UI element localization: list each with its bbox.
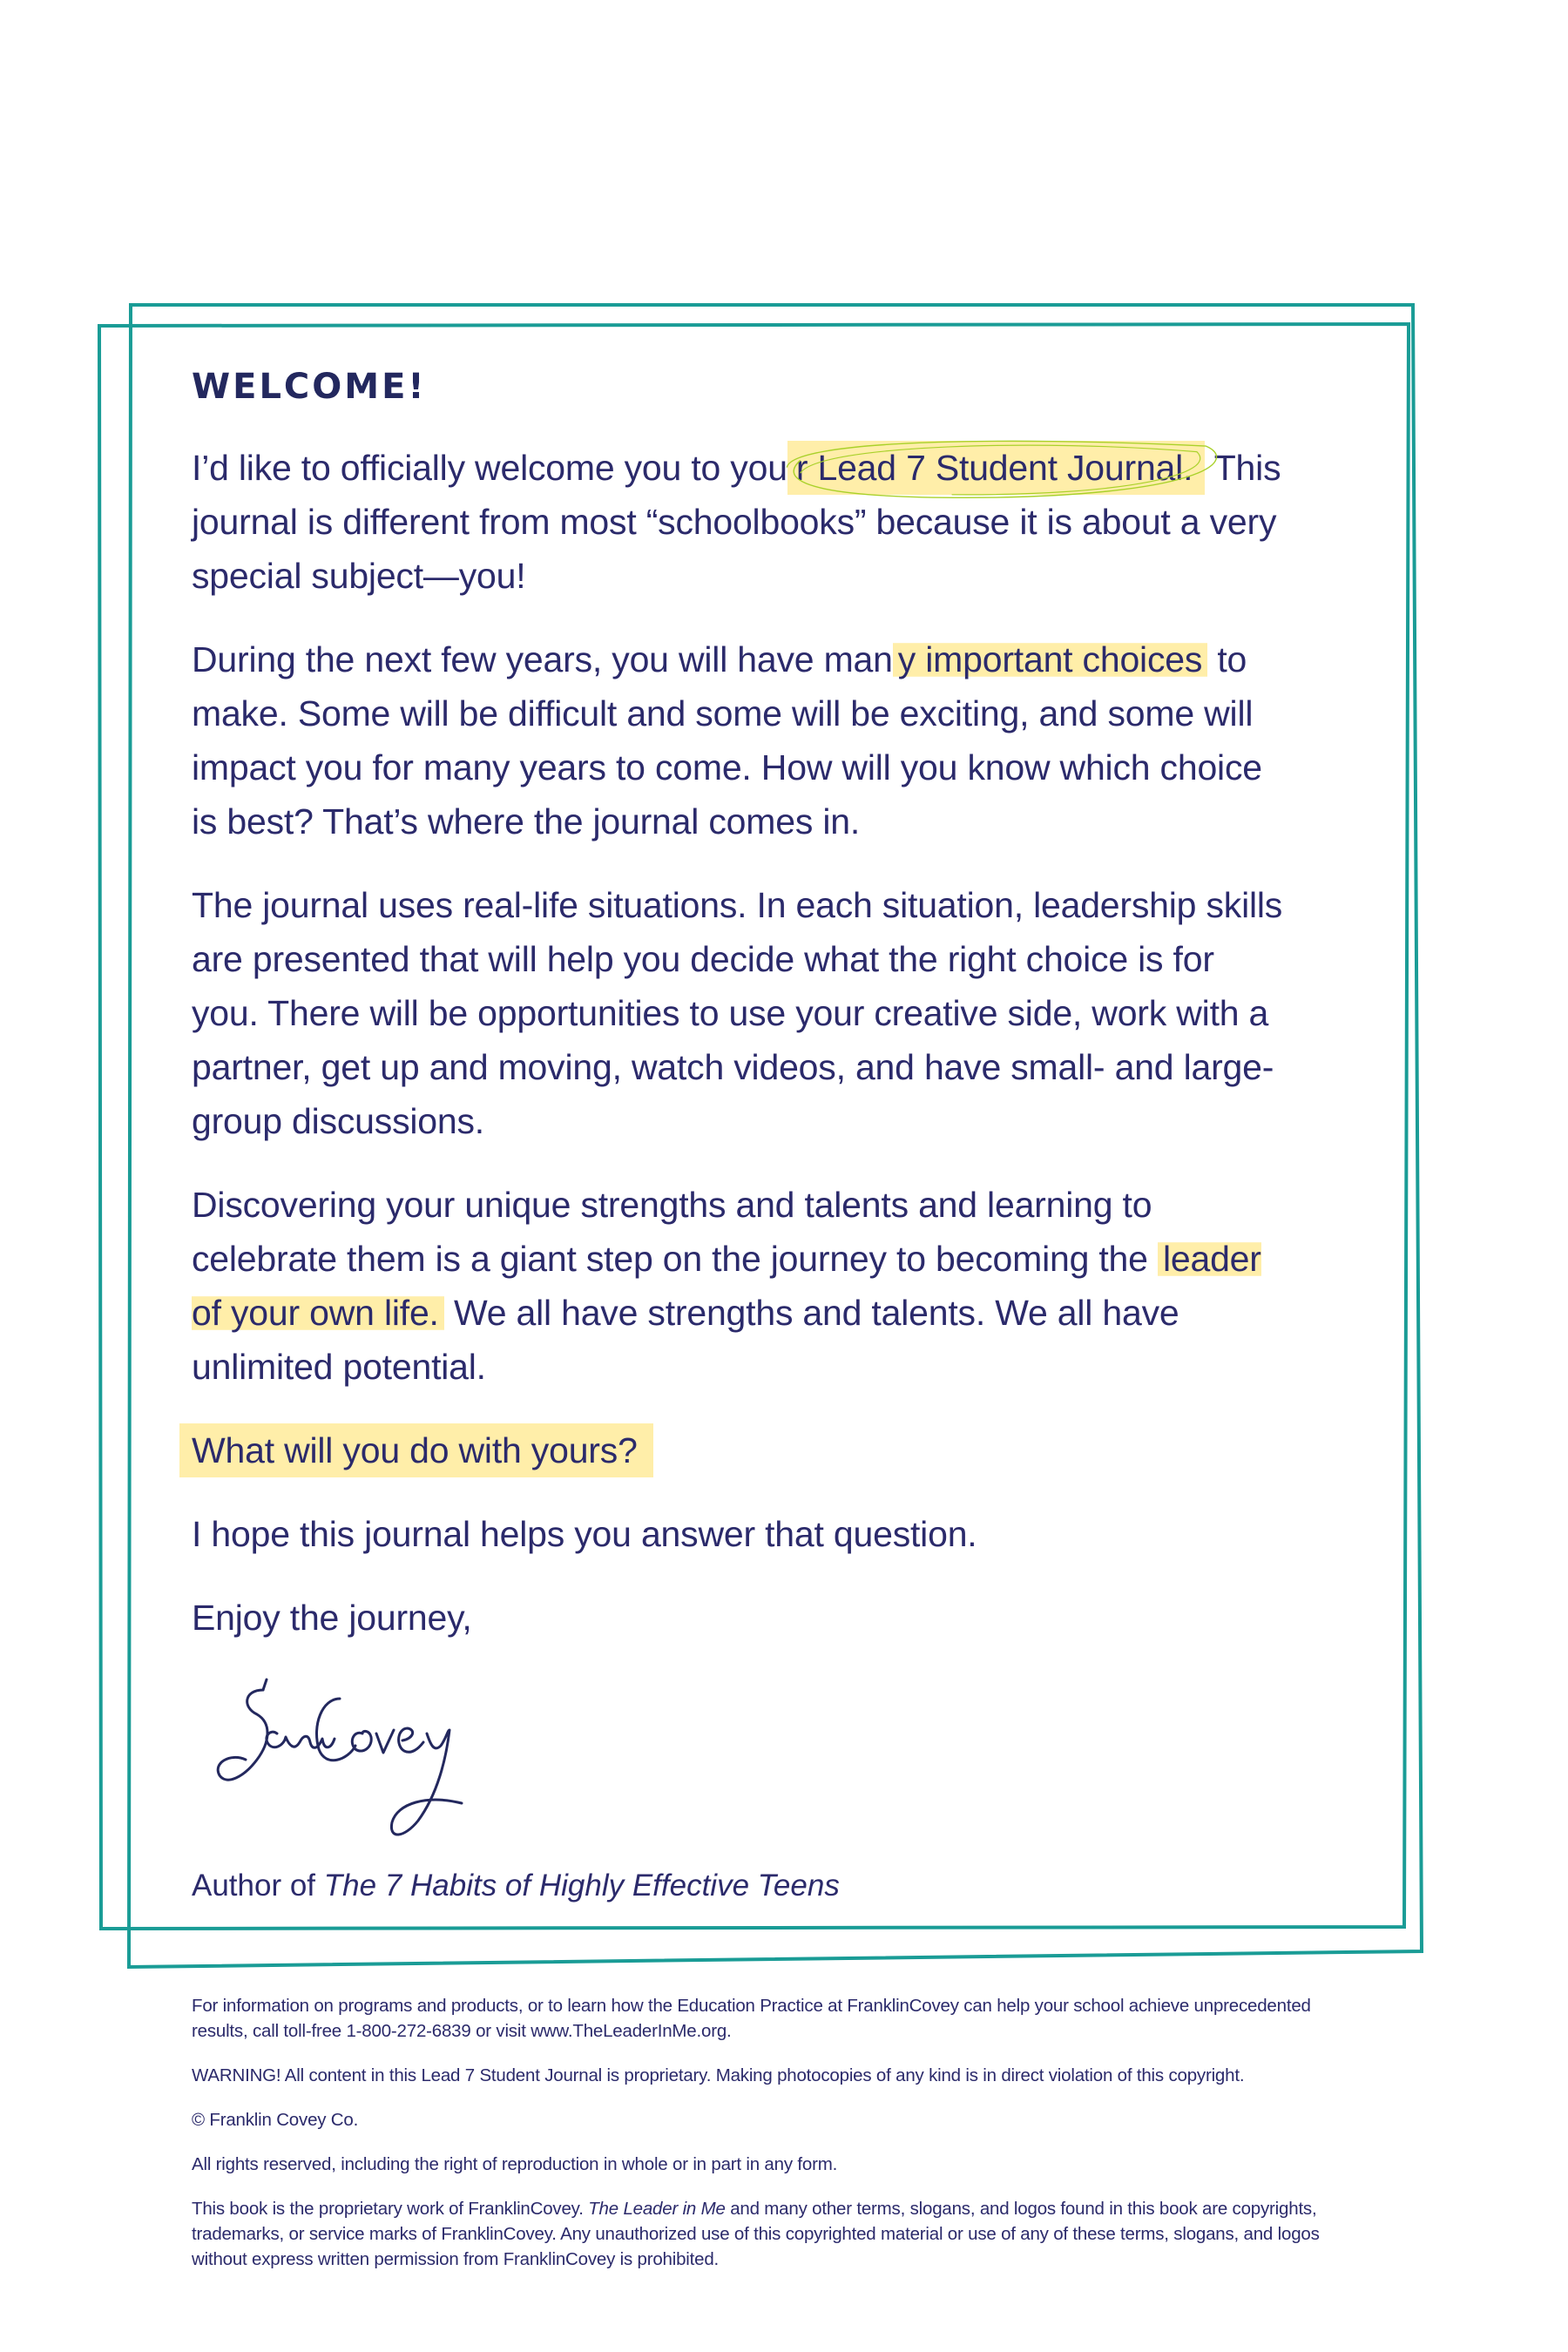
leader-highlight: leader of your own life.: [192, 1239, 1261, 1333]
strengths-text-start: Discovering your unique strengths and talents and learning to celebrate them is a giant step on the journey to becoming the: [192, 1185, 1158, 1279]
legal-footer: [192, 1993, 1342, 2291]
intro-text-start: I’d like to officially welcome you to you: [192, 448, 787, 488]
strengths-text-end: We all have strengths and talents. We all have unlimited potential.: [192, 1293, 1179, 1387]
letter-paragraph-intro: [192, 441, 1289, 603]
letter-paragraph-strengths: [192, 1178, 1289, 1394]
author-credit: [192, 1864, 840, 1908]
letter-paragraph-choices: [192, 632, 1289, 848]
signature: [209, 1673, 470, 1864]
welcome-heading: WELCOME!: [192, 367, 427, 407]
proprietary-title: The Leader in Me: [588, 2199, 726, 2219]
welcome-letter: [192, 366, 1289, 1674]
footer-info: For information on programs and products, or to learn how the Education Practice at FranklinCovey can help your school achieve unprecedented results, call toll-free 1-800-272-6839 or visit www.TheLeaderInMe.org.: [192, 1996, 1311, 2041]
footer-copyright: © Franklin Covey Co.: [192, 2110, 359, 2130]
journal-title-highlight: [787, 441, 1205, 495]
author-prefix: Author of: [192, 1869, 324, 1903]
footer-warning: WARNING! All content in this Lead 7 Student Journal is proprietary. Making photocopies of any kind is in direct violation of this copyright.: [192, 2065, 1245, 2085]
proprietary-text-end: and many other terms, slogans, and logos found in this book are copyrights, trademarks, or service marks of FranklinCovey. Any unauthorized use of this copyrighted material or use of any of these terms, slogans, and logos without express written permission from FranklinCovey is prohibited.: [192, 2199, 1320, 2269]
letter-paragraph-question: [192, 1423, 1289, 1477]
question-highlight: What will you do with yours?: [179, 1423, 653, 1477]
letter-paragraph-situations: The journal uses real-life situations. In each situation, leadership skills are presented that will help you decide what the right choice is for you. There will be opportunities to use your creative side, work with a partner, get up and moving, watch videos, and have small- and large-group discussions.: [192, 885, 1283, 1141]
choices-text-start: During the next few years, you will have man: [192, 639, 893, 679]
circle-annotation: [774, 430, 1219, 502]
journal-title-text: r Lead 7 Student Journal.: [795, 448, 1193, 488]
important-choices-highlight: y important choices: [893, 639, 1207, 679]
author-book-title: The 7 Habits of Highly Effective Teens: [323, 1869, 840, 1903]
letter-paragraph-hope: I hope this journal helps you answer that question.: [192, 1514, 977, 1554]
footer-rights: All rights reserved, including the right of reproduction in whole or in part in any form.: [192, 2154, 838, 2174]
proprietary-text-start: This book is the proprietary work of FranklinCovey.: [192, 2199, 589, 2219]
choices-text-end: to make. Some will be difficult and some will be exciting, and some will impact you for many years to come. How will you know which choice is best? That’s where the journal comes in.: [192, 639, 1262, 841]
letter-closing: Enjoy the journey,: [192, 1598, 472, 1638]
footer-proprietary: [192, 2196, 1342, 2272]
intro-text-end: This journal is different from most “schoolbooks” because it is about a very special subject—you!: [192, 448, 1281, 596]
